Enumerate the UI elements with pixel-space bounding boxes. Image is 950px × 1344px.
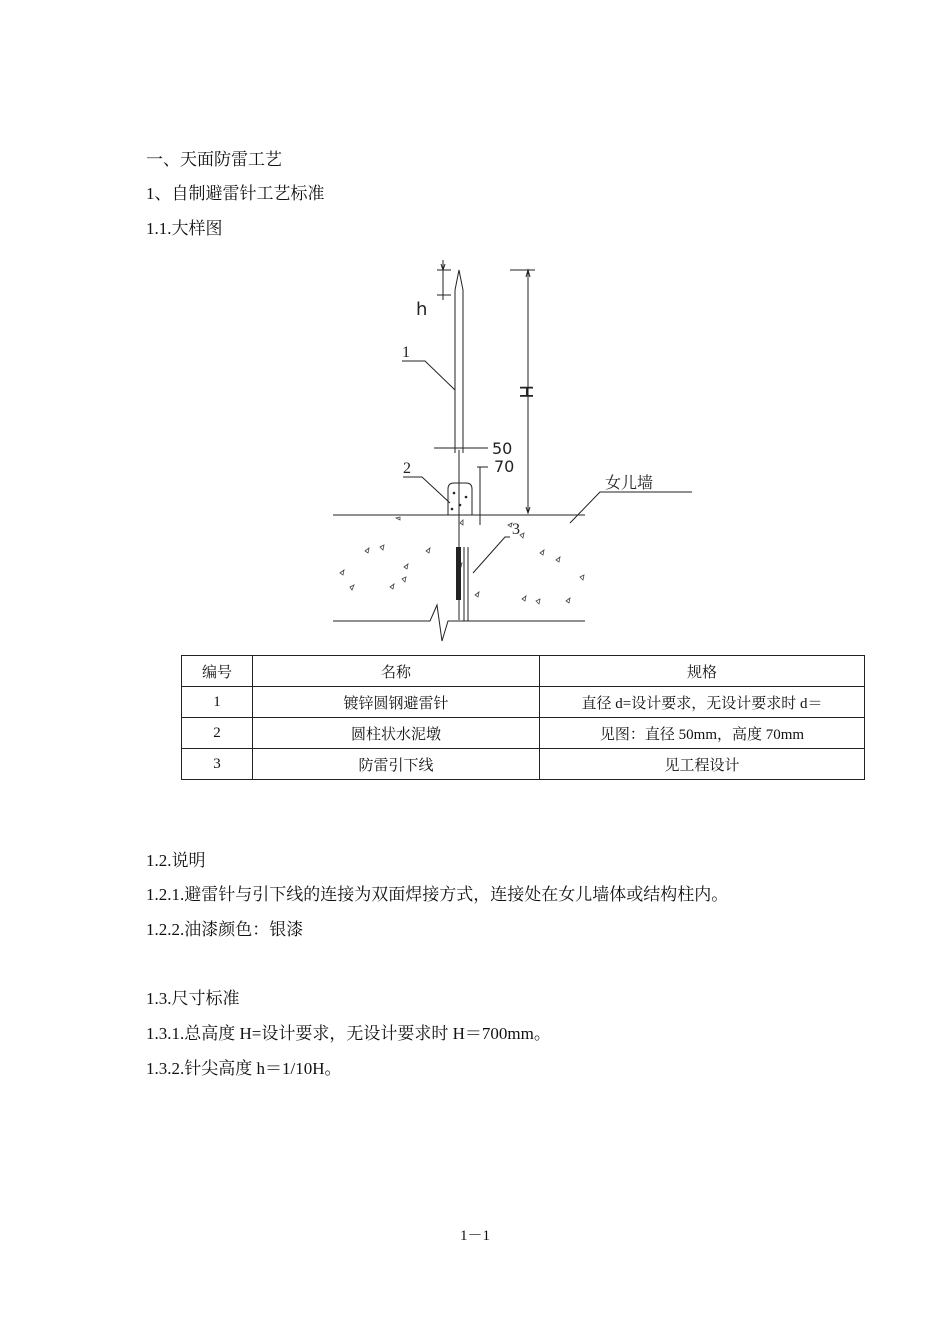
cell-name: 镀锌圆钢避雷针 bbox=[253, 687, 540, 718]
cell-name: 防雷引下线 bbox=[253, 749, 540, 780]
subsection-1-2-title: 1.2.说明 bbox=[146, 851, 206, 870]
height-70-dimension bbox=[477, 467, 488, 525]
lightning-rod-diagram bbox=[330, 255, 654, 650]
section-heading: 一、天面防雷工艺 bbox=[146, 150, 282, 169]
table-header-row bbox=[182, 656, 865, 687]
header-name: 名称 bbox=[253, 656, 540, 687]
cement-pier bbox=[448, 483, 472, 515]
down-conductor bbox=[456, 547, 468, 621]
total-height-label: H bbox=[515, 385, 536, 399]
tip-height-dimension bbox=[437, 260, 451, 300]
cell-spec: 见图：直径 50mm，高度 70mm bbox=[540, 718, 865, 749]
note-1-3-2: 1.3.2.针尖高度 h＝1/10H。 bbox=[146, 1059, 342, 1078]
callout-1-leader bbox=[402, 361, 455, 390]
callout-1-label: 1 bbox=[402, 344, 410, 361]
parapet-wall-leader bbox=[570, 492, 692, 523]
cell-number: 1 bbox=[182, 687, 253, 718]
callout-2-label: 2 bbox=[403, 460, 411, 477]
header-number: 编号 bbox=[182, 656, 253, 687]
note-1-2-2: 1.2.2.油漆颜色：银漆 bbox=[146, 920, 304, 939]
note-1-3-1: 1.3.1.总高度 H=设计要求，无设计要求时 H＝700mm。 bbox=[146, 1024, 551, 1043]
table-row bbox=[182, 687, 865, 718]
callout-3-label: 3 bbox=[512, 521, 520, 538]
cell-spec: 直径 d=设计要求，无设计要求时 d＝ bbox=[540, 687, 865, 718]
concrete-texture bbox=[340, 517, 584, 604]
tip-height-label: h bbox=[416, 299, 428, 320]
header-spec: 规格 bbox=[540, 656, 865, 687]
dim-50-label: 50 bbox=[492, 439, 513, 458]
table-row bbox=[182, 749, 865, 780]
subsection-1-1-title: 1.1.大样图 bbox=[146, 219, 223, 238]
callout-2-leader bbox=[403, 477, 450, 503]
cell-number: 2 bbox=[182, 718, 253, 749]
spec-table bbox=[181, 655, 865, 780]
parapet-wall-label: 女儿墙 bbox=[605, 473, 654, 492]
cell-name: 圆柱状水泥墩 bbox=[253, 718, 540, 749]
page-number: 1－1 bbox=[459, 1228, 490, 1244]
diameter-50-dimension bbox=[434, 443, 488, 453]
section-1-title: 1、自制避雷针工艺标准 bbox=[146, 184, 325, 203]
cell-number: 3 bbox=[182, 749, 253, 780]
table-row bbox=[182, 718, 865, 749]
cell-spec: 见工程设计 bbox=[540, 749, 865, 780]
callout-3-leader bbox=[473, 537, 510, 573]
dim-70-label: 70 bbox=[494, 457, 515, 476]
note-1-2-1: 1.2.1.避雷针与引下线的连接为双面焊接方式，连接处在女儿墙体或结构柱内。 bbox=[146, 885, 729, 904]
subsection-1-3-title: 1.3.尺寸标准 bbox=[146, 989, 240, 1008]
